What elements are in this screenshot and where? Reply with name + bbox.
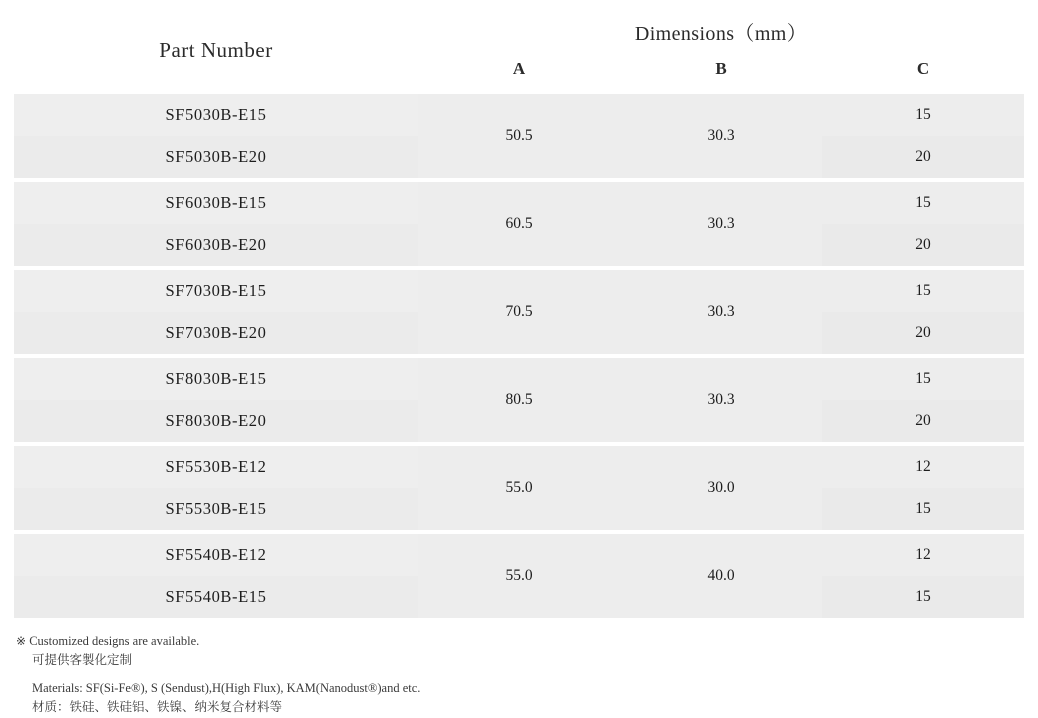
- table-row: [14, 270, 1024, 312]
- cell-part-number: SF6030B-E20: [14, 224, 418, 266]
- cell-dim-c: 15: [822, 358, 1024, 400]
- spec-sheet-page: [0, 12, 1038, 715]
- cell-part-number: SF7030B-E15: [14, 270, 418, 312]
- table-body: [14, 90, 1024, 618]
- table-row: [14, 182, 1024, 224]
- header-col-a: A: [512, 59, 526, 78]
- cell-dim-a: 60.5: [418, 182, 620, 266]
- cell-dim-c: 15: [822, 488, 1024, 530]
- cell-dim-b: 30.3: [620, 270, 822, 354]
- table-row: [14, 446, 1024, 488]
- cell-dim-c: 20: [822, 400, 1024, 442]
- dimensions-table: [14, 12, 1024, 618]
- cell-dim-c: 20: [822, 224, 1024, 266]
- table-header: [14, 12, 1024, 90]
- cell-dim-c: 20: [822, 312, 1024, 354]
- cell-dim-b: 30.0: [620, 446, 822, 530]
- note-materials-en: Materials: SF(Si-Fe®), S (Sendust),H(High Flux), KAM(Nanodust®)and etc.: [32, 680, 421, 695]
- cell-dim-a: 55.0: [418, 446, 620, 530]
- cell-part-number: SF8030B-E15: [14, 358, 418, 400]
- note-materials: [16, 679, 1024, 718]
- cell-part-number: SF6030B-E15: [14, 182, 418, 224]
- cell-part-number: SF5530B-E15: [14, 488, 418, 530]
- cell-dim-b: 30.3: [620, 94, 822, 178]
- cell-dim-a: 55.0: [418, 534, 620, 618]
- note-custom-en-line: [16, 632, 1024, 651]
- cell-dim-c: 15: [822, 94, 1024, 136]
- table-row: [14, 534, 1024, 576]
- cell-dim-a: 50.5: [418, 94, 620, 178]
- cell-dim-c: 15: [822, 182, 1024, 224]
- cell-part-number: SF7030B-E20: [14, 312, 418, 354]
- header-part-number: Part Number: [159, 37, 273, 62]
- cell-part-number: SF5030B-E15: [14, 94, 418, 136]
- reference-mark-icon: ※: [16, 634, 27, 648]
- cell-dim-b: 40.0: [620, 534, 822, 618]
- cell-dim-a: 70.5: [418, 270, 620, 354]
- cell-dim-c: 12: [822, 446, 1024, 488]
- header-row-top: [14, 12, 1024, 50]
- cell-part-number: SF5540B-E15: [14, 576, 418, 618]
- cell-dim-c: 15: [822, 576, 1024, 618]
- cell-dim-a: 80.5: [418, 358, 620, 442]
- header-col-c: C: [916, 59, 930, 78]
- cell-dim-b: 30.3: [620, 182, 822, 266]
- cell-part-number: SF5530B-E12: [14, 446, 418, 488]
- note-custom-cn: 可提供客製化定制: [32, 653, 133, 668]
- footnotes: [14, 632, 1024, 718]
- note-customization: [16, 632, 1024, 671]
- cell-dim-c: 12: [822, 534, 1024, 576]
- note-materials-cn: 材质：铁硅、铁硅铝、铁镍、纳米复合材料等: [32, 700, 283, 715]
- cell-part-number: SF8030B-E20: [14, 400, 418, 442]
- cell-part-number: SF5540B-E12: [14, 534, 418, 576]
- cell-part-number: SF5030B-E20: [14, 136, 418, 178]
- cell-dim-b: 30.3: [620, 358, 822, 442]
- note-custom-en: Customized designs are available.: [29, 634, 200, 648]
- cell-dim-c: 20: [822, 136, 1024, 178]
- table-row: [14, 358, 1024, 400]
- cell-dim-c: 15: [822, 270, 1024, 312]
- table-row: [14, 94, 1024, 136]
- header-dimensions: Dimensions（mm）: [634, 22, 808, 45]
- header-col-b: B: [715, 59, 727, 78]
